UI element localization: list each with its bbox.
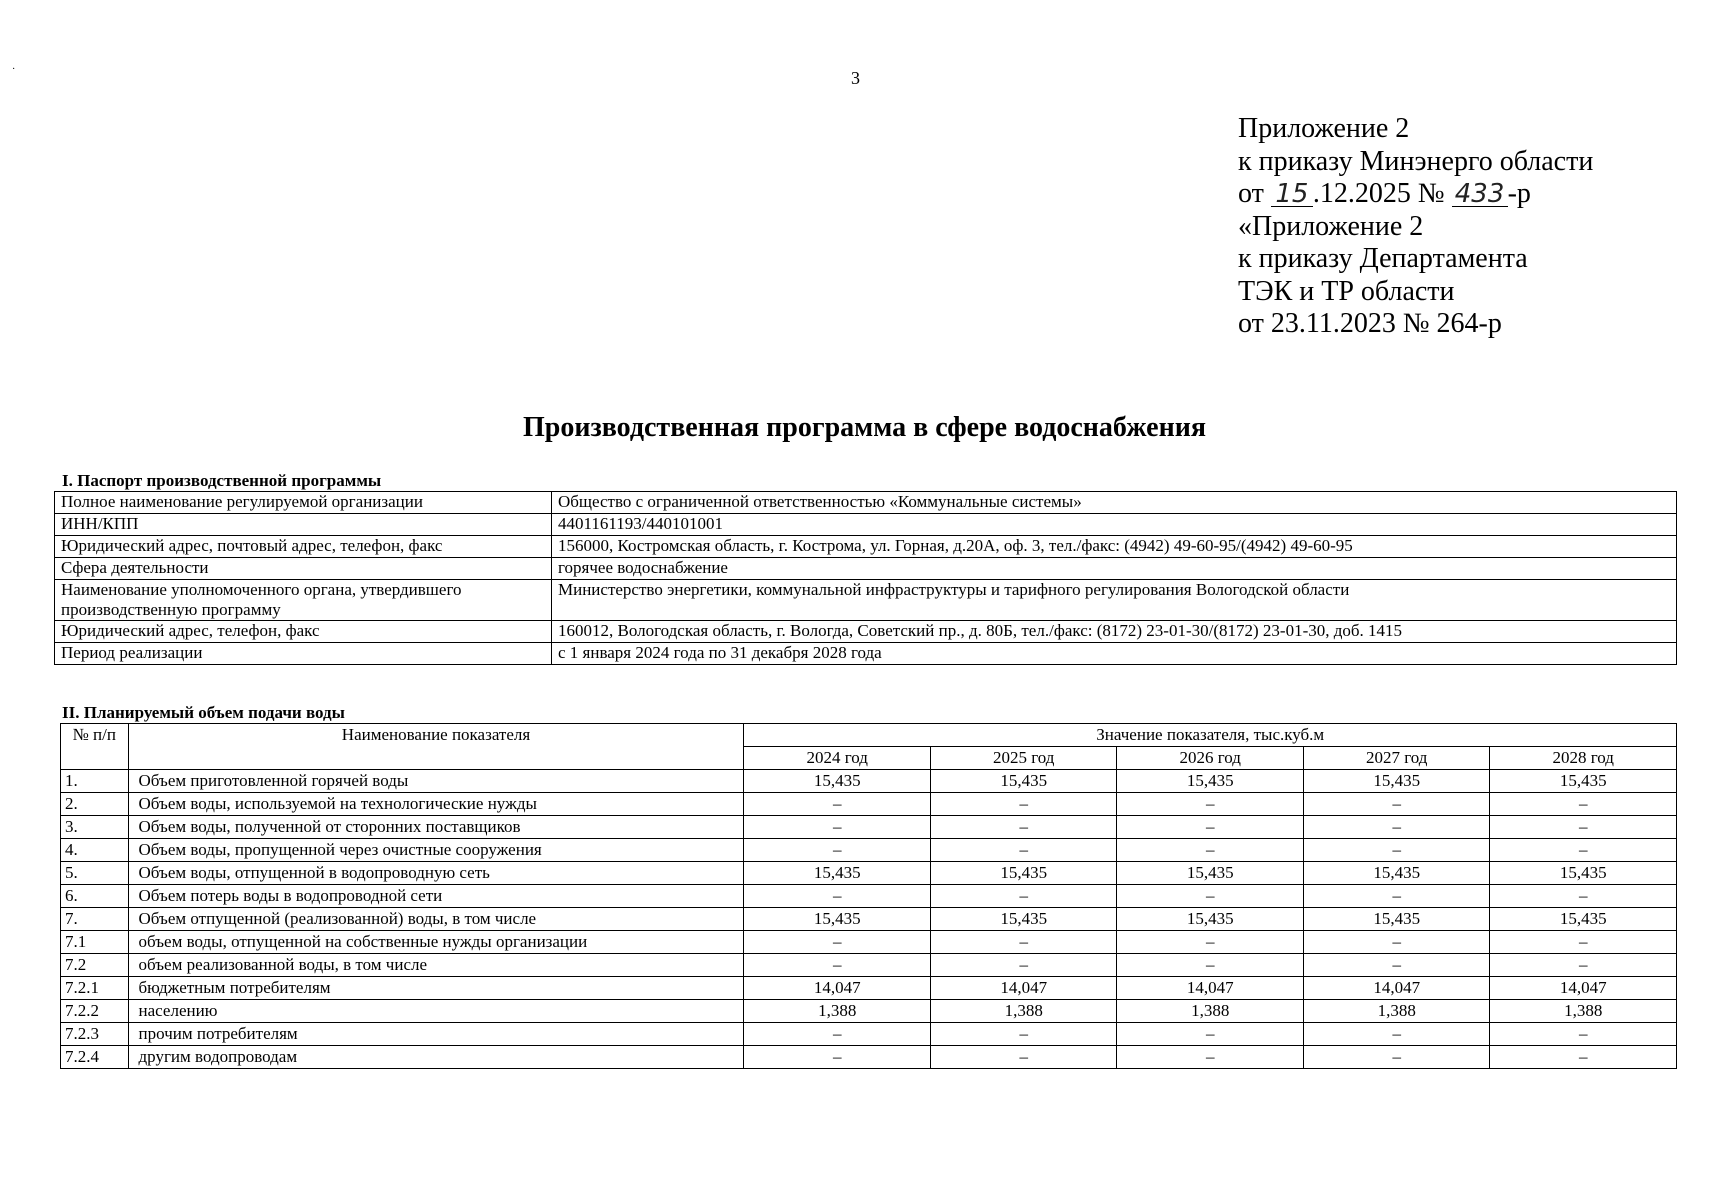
appendix-date-suffix: -р	[1507, 178, 1531, 209]
row-value: 15,435	[1303, 908, 1490, 931]
year-header: 2024 год	[744, 747, 931, 770]
passport-label: ИНН/КПП	[55, 514, 552, 536]
table-row	[61, 931, 1677, 954]
row-value: –	[1303, 931, 1490, 954]
passport-value: 160012, Вологодская область, г. Вологда, Советский пр., д. 80Б, тел./факс: (8172) 23-01-30/(8172) 23-01-30, доб. 1415	[552, 621, 1677, 643]
row-value: –	[1490, 954, 1677, 977]
table-row	[61, 977, 1677, 1000]
appendix-line-5: к приказу Департамента	[1238, 243, 1528, 274]
row-value: –	[1303, 793, 1490, 816]
row-value: –	[1117, 839, 1304, 862]
passport-row	[55, 492, 1677, 514]
row-value: 1,388	[1117, 1000, 1304, 1023]
document-title-text: Производственная программа в сфере водоснабжения	[522, 412, 1207, 443]
appendix-line-1: Приложение 2	[1238, 113, 1410, 144]
row-value: –	[744, 1023, 931, 1046]
handwritten-day: 15	[1271, 182, 1313, 207]
row-indicator-name: другим водопроводам	[128, 1046, 744, 1069]
row-value: –	[1303, 885, 1490, 908]
table-row	[61, 954, 1677, 977]
row-value: –	[930, 816, 1117, 839]
table-row	[61, 1000, 1677, 1023]
passport-label: Период реализации	[55, 643, 552, 665]
row-value: –	[930, 885, 1117, 908]
row-value: –	[1490, 839, 1677, 862]
row-number: 7.2.2	[61, 1000, 129, 1023]
row-number: 7.1	[61, 931, 129, 954]
passport-table	[54, 491, 1677, 665]
page-number: 3	[851, 68, 860, 88]
row-number: 5.	[61, 862, 129, 885]
passport-value: с 1 января 2024 года по 31 декабря 2028 года	[552, 643, 1677, 665]
row-value: –	[930, 954, 1117, 977]
row-value: –	[1303, 954, 1490, 977]
col-name-header-text: Наименование показателя	[341, 725, 531, 744]
passport-value: Общество с ограниченной ответственностью «Коммунальные системы»	[552, 492, 1677, 514]
row-value: –	[930, 1023, 1117, 1046]
table-row	[61, 1046, 1677, 1069]
year-header: 2026 год	[1117, 747, 1304, 770]
row-value: 15,435	[1303, 770, 1490, 793]
row-value: 15,435	[1490, 770, 1677, 793]
passport-row	[55, 621, 1677, 643]
appendix-date-prefix: от	[1238, 178, 1264, 209]
row-value: 15,435	[1117, 862, 1304, 885]
row-number: 7.2.3	[61, 1023, 129, 1046]
row-value: –	[1303, 1046, 1490, 1069]
row-number: 6.	[61, 885, 129, 908]
appendix-line-3	[1238, 178, 1593, 211]
appendix-line-6: ТЭК и ТР области	[1238, 275, 1455, 307]
row-value: 14,047	[1303, 977, 1490, 1000]
passport-heading: I. Паспорт производственной программы	[62, 471, 382, 490]
row-indicator-name: Объем приготовленной горячей воды	[128, 770, 744, 793]
passport-label: Сфера деятельности	[55, 558, 552, 580]
volume-heading: II. Планируемый объем подачи воды	[62, 703, 345, 722]
row-value: –	[1490, 1023, 1677, 1046]
row-value: 14,047	[744, 977, 931, 1000]
row-value: –	[1303, 839, 1490, 862]
year-header: 2025 год	[930, 747, 1117, 770]
appendix-block	[1238, 113, 1593, 341]
row-indicator-name: прочим потребителям	[128, 1023, 744, 1046]
row-value: 1,388	[930, 1000, 1117, 1023]
row-indicator-name: Объем воды, отпущенной в водопроводную сеть	[128, 862, 744, 885]
row-value: 15,435	[930, 862, 1117, 885]
row-indicator-name: населению	[128, 1000, 744, 1023]
row-value: –	[744, 954, 931, 977]
row-indicator-name: Объем воды, пропущенной через очистные сооружения	[128, 839, 744, 862]
passport-row	[55, 514, 1677, 536]
row-indicator-name: Объем воды, используемой на технологические нужды	[128, 793, 744, 816]
appendix-line-4: «Приложение 2	[1238, 210, 1424, 242]
table-row	[61, 885, 1677, 908]
passport-row	[55, 536, 1677, 558]
table-row	[61, 816, 1677, 839]
row-value: –	[1117, 1046, 1304, 1069]
row-value: 14,047	[930, 977, 1117, 1000]
row-indicator-name: объем воды, отпущенной на собственные нужды организации	[128, 931, 744, 954]
passport-row	[55, 580, 1677, 621]
row-value: –	[1490, 931, 1677, 954]
passport-value: Министерство энергетики, коммунальной инфраструктуры и тарифного регулирования Вологодской области	[552, 580, 1677, 621]
row-indicator-name: Объем воды, полученной от сторонних поставщиков	[128, 816, 744, 839]
row-value: –	[930, 1046, 1117, 1069]
passport-label: Полное наименование регулируемой организации	[55, 492, 552, 514]
row-value: –	[744, 816, 931, 839]
row-number: 2.	[61, 793, 129, 816]
table-row	[61, 1023, 1677, 1046]
row-number: 4.	[61, 839, 129, 862]
row-value: –	[1490, 885, 1677, 908]
row-value: 15,435	[1303, 862, 1490, 885]
row-value: 15,435	[1117, 908, 1304, 931]
row-value: –	[1117, 931, 1304, 954]
col-group-header	[744, 724, 1677, 747]
table-row	[61, 908, 1677, 931]
row-value: –	[1303, 1023, 1490, 1046]
row-indicator-name: Объем потерь воды в водопроводной сети	[128, 885, 744, 908]
row-value: –	[930, 839, 1117, 862]
row-indicator-name: объем реализованной воды, в том числе	[128, 954, 744, 977]
row-number: 3.	[61, 816, 129, 839]
passport-label: Юридический адрес, телефон, факс	[55, 621, 552, 643]
row-value: –	[930, 793, 1117, 816]
year-header: 2027 год	[1303, 747, 1490, 770]
row-value: 14,047	[1117, 977, 1304, 1000]
row-value: 1,388	[744, 1000, 931, 1023]
row-number: 1.	[61, 770, 129, 793]
row-value: 15,435	[1117, 770, 1304, 793]
row-value: –	[744, 931, 931, 954]
passport-label: Наименование уполномоченного органа, утвердившего производственную программу	[55, 580, 552, 621]
row-value: –	[1490, 816, 1677, 839]
passport-row	[55, 558, 1677, 580]
passport-value: горячее водоснабжение	[552, 558, 1677, 580]
row-number: 7.2	[61, 954, 129, 977]
row-indicator-name: Объем отпущенной (реализованной) воды, в том числе	[128, 908, 744, 931]
row-value: 1,388	[1303, 1000, 1490, 1023]
row-number: 7.2.4	[61, 1046, 129, 1069]
table-row	[61, 770, 1677, 793]
row-value: –	[744, 839, 931, 862]
col-group-header-text: Значение показателя, тыс.куб.м	[1096, 725, 1325, 744]
appendix-date-middle: .12.2025 №	[1312, 178, 1445, 209]
row-value: –	[1490, 793, 1677, 816]
appendix-line-2: к приказу Минэнерго области	[1238, 145, 1594, 177]
row-value: –	[1117, 793, 1304, 816]
col-num-header-text: № п/п	[72, 725, 116, 744]
row-value: 15,435	[930, 770, 1117, 793]
row-value: 15,435	[930, 908, 1117, 931]
row-value: –	[1117, 885, 1304, 908]
row-value: –	[744, 1046, 931, 1069]
row-value: –	[930, 931, 1117, 954]
row-number: 7.2.1	[61, 977, 129, 1000]
row-value: 15,435	[1490, 908, 1677, 931]
row-value: –	[1117, 816, 1304, 839]
scan-speck: ·	[12, 64, 16, 75]
row-value: –	[1303, 816, 1490, 839]
table-row	[61, 862, 1677, 885]
table-row	[61, 793, 1677, 816]
row-value: 1,388	[1490, 1000, 1677, 1023]
table-row	[61, 839, 1677, 862]
row-indicator-name: бюджетным потребителям	[128, 977, 744, 1000]
volume-table	[60, 723, 1677, 1069]
col-name-header	[128, 724, 744, 770]
document-title	[0, 412, 1729, 444]
passport-label: Юридический адрес, почтовый адрес, телефон, факс	[55, 536, 552, 558]
year-header: 2028 год	[1490, 747, 1677, 770]
row-value: –	[1490, 1046, 1677, 1069]
passport-row	[55, 643, 1677, 665]
col-num-header	[61, 724, 129, 770]
row-value: –	[1117, 1023, 1304, 1046]
handwritten-order-number: 433	[1452, 182, 1508, 207]
passport-value: 156000, Костромская область, г. Кострома, ул. Горная, д.20А, оф. 3, тел./факс: (4942) 49-60-95/(4942) 49-60-95	[552, 536, 1677, 558]
row-value: –	[1117, 954, 1304, 977]
row-value: 14,047	[1490, 977, 1677, 1000]
row-value: –	[744, 885, 931, 908]
row-value: 15,435	[744, 862, 931, 885]
row-value: –	[744, 793, 931, 816]
row-value: 15,435	[744, 908, 931, 931]
passport-value: 4401161193/440101001	[552, 514, 1677, 536]
row-value: 15,435	[1490, 862, 1677, 885]
row-number: 7.	[61, 908, 129, 931]
appendix-line-7: от 23.11.2023 № 264-р	[1238, 308, 1502, 339]
row-value: 15,435	[744, 770, 931, 793]
